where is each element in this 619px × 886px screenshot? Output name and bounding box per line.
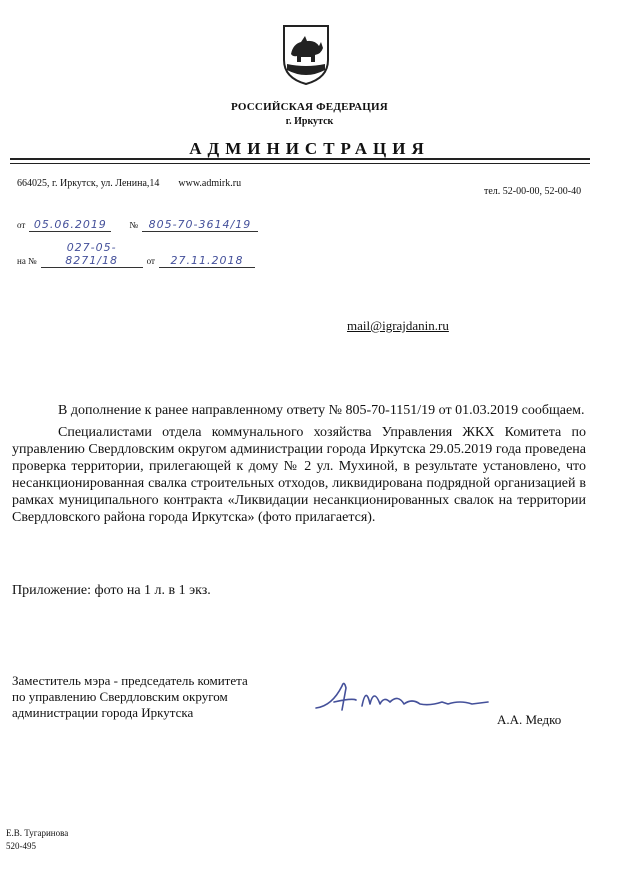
administration-title: АДМИНИСТРАЦИЯ [189,139,430,158]
address-line [17,178,241,189]
signatory-line-2: по управлению Свердловским округом [12,689,228,704]
header-rule-thin [10,163,590,164]
performer-info [6,827,68,853]
phone: тел. 52-00-00, 52-00-40 [484,186,582,197]
website: www.admirk.ru [178,178,242,189]
outgoing-number: 805-70-3614/19 [142,218,258,232]
reply-number: 027-05-8271/18 [41,241,143,268]
body-paragraph-1: В дополнение к ранее направленному ответу № 805-70-1151/19 от 01.03.2019 сообщаем. [58,403,585,418]
attachment-note: Приложение: фото на 1 л. в 1 экз. [12,583,211,598]
signatory-line-1: Заместитель мэра - председатель комитета [12,673,248,688]
reply-label: на № [17,256,37,266]
city-title: г. Иркутск [285,116,334,127]
country-title: РОССИЙСКАЯ ФЕДЕРАЦИЯ [231,101,388,113]
address: 664025, г. Иркутск, ул. Ленина,14 [17,178,160,189]
performer-phone: 520-495 [6,841,36,851]
reply-from-label: от [146,256,155,266]
handwritten-signature [312,676,492,716]
signatory-line-3: администрации города Иркутска [12,705,194,720]
body-paragraph-2: Специалистами отдела коммунального хозяйства Управления ЖКХ Комитета по управлению Свердловским округом администрации города Иркутска 29.05.2019 года проведена проверка территории, прилегающей к дому № 2 ул. Мухиной, в результате установлено, что несанкционированная свалка строительных отходов, ликвидирована подрядной организацией в рамках муниципального контракта «Ликвидации несанкционированных свалок на территории Свердловского района города Иркутска» (фото прилагается). [12,425,586,525]
recipient-email[interactable]: mail@igrajdanin.ru [347,318,449,333]
signatory-position [12,673,248,721]
performer-name: Е.В. Тугаринова [6,828,69,838]
reply-date: 27.11.2018 [159,254,255,268]
header-rule [10,158,590,160]
number-label: № [129,220,138,230]
irkutsk-coat-of-arms-icon [281,24,331,86]
from-label: от [17,220,26,230]
signatory-name: А.А. Медко [497,712,562,727]
letter-body [12,402,586,526]
outgoing-date: 05.06.2019 [29,218,111,232]
reply-ref [17,241,255,269]
outgoing-ref [17,215,258,233]
